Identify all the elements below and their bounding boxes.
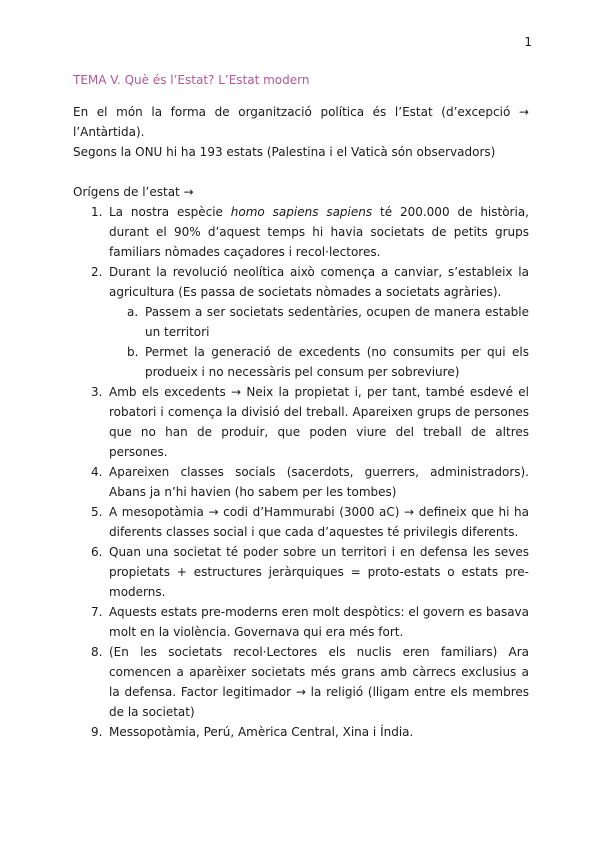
sub-list-item xyxy=(109,302,529,342)
origins-label: Orígens de l’estat → xyxy=(73,185,194,199)
list-number: 1. xyxy=(91,205,103,219)
list-item xyxy=(73,202,529,262)
origins-list xyxy=(73,202,529,742)
list-text: A mesopotàmia → codi d’Hammurabi (3000 aC) → defineix que hi ha diferents classes social i que cada d’aquestes té privilegis diferents. xyxy=(109,505,529,539)
list-text: Messopotàmia, Perú, Amèrica Central, Xina i Índia. xyxy=(109,725,414,739)
document-body xyxy=(73,72,529,742)
list-item xyxy=(73,502,529,542)
list-text-emphasis: homo sapiens sapiens xyxy=(230,205,373,219)
list-number: 2. xyxy=(91,265,103,279)
list-item xyxy=(73,642,529,722)
intro-line-1: En el món la forma de organització política és l’Estat (d’excepció → l’Antàrtida). xyxy=(73,105,529,139)
list-text-after: té 200.000 de història, durant el 90% d’aquest temps hi havia societats de petits grups familiars nòmades caçadores i recol·lectores. xyxy=(109,205,529,259)
sub-list-letter: a. xyxy=(127,305,139,319)
list-item xyxy=(73,462,529,502)
list-number: 6. xyxy=(91,545,103,559)
list-item xyxy=(73,542,529,602)
sub-list-item xyxy=(109,342,529,382)
document-title: TEMA V. Què és l’Estat? L’Estat modern xyxy=(73,73,310,87)
list-text: Quan una societat té poder sobre un territori i en defensa les seves propietats + estructures jeràrquiques = proto-estats o estats pre-moderns. xyxy=(109,545,529,599)
list-text: Aquests estats pre-moderns eren molt despòtics: el govern es basava molt en la violència. Governava qui era més fort. xyxy=(109,605,529,639)
list-number: 5. xyxy=(91,505,103,519)
list-number: 3. xyxy=(91,385,103,399)
list-text-before: La nostra espècie xyxy=(109,205,231,219)
sub-list-letter: b. xyxy=(127,345,139,359)
list-number: 8. xyxy=(91,645,103,659)
sub-list-text: Passem a ser societats sedentàries, ocupen de manera estable un territori xyxy=(145,305,529,339)
page-number: 1 xyxy=(524,35,532,49)
list-text: Apareixen classes socials (sacerdots, guerrers, administradors). Abans ja n’hi havien (ho sabem per les tombes) xyxy=(109,465,529,499)
list-number: 4. xyxy=(91,465,103,479)
list-text: (En les societats recol·Lectores els nuclis eren familiars) Ara comencen a aparèixer societats més grans amb càrrecs exclusius a la defensa. Factor legitimador → la religió (lligam entre els membres de la societat) xyxy=(109,645,529,719)
list-text: Durant la revolució neolítica això comença a canviar, s’estableix la agricultura (Es passa de societats nòmades a societats agràries). xyxy=(109,265,529,299)
list-item xyxy=(73,722,529,742)
list-number: 9. xyxy=(91,725,103,739)
list-text: Amb els excedents → Neix la propietat i, per tant, també esdevé el robatori i comença la divisió del treball. Apareixen grups de persones que no han de produir, que poden viure del treball de altres persones. xyxy=(109,385,529,459)
list-item xyxy=(73,382,529,462)
list-item xyxy=(73,602,529,642)
list-number: 7. xyxy=(91,605,103,619)
sub-list xyxy=(109,302,529,382)
intro-line-2: Segons la ONU hi ha 193 estats (Palestina i el Vaticà són observadors) xyxy=(73,145,496,159)
sub-list-text: Permet la generació de excedents (no consumits per qui els produeix i no necessàris pel consum per sobreviure) xyxy=(145,345,529,379)
list-item xyxy=(73,262,529,382)
